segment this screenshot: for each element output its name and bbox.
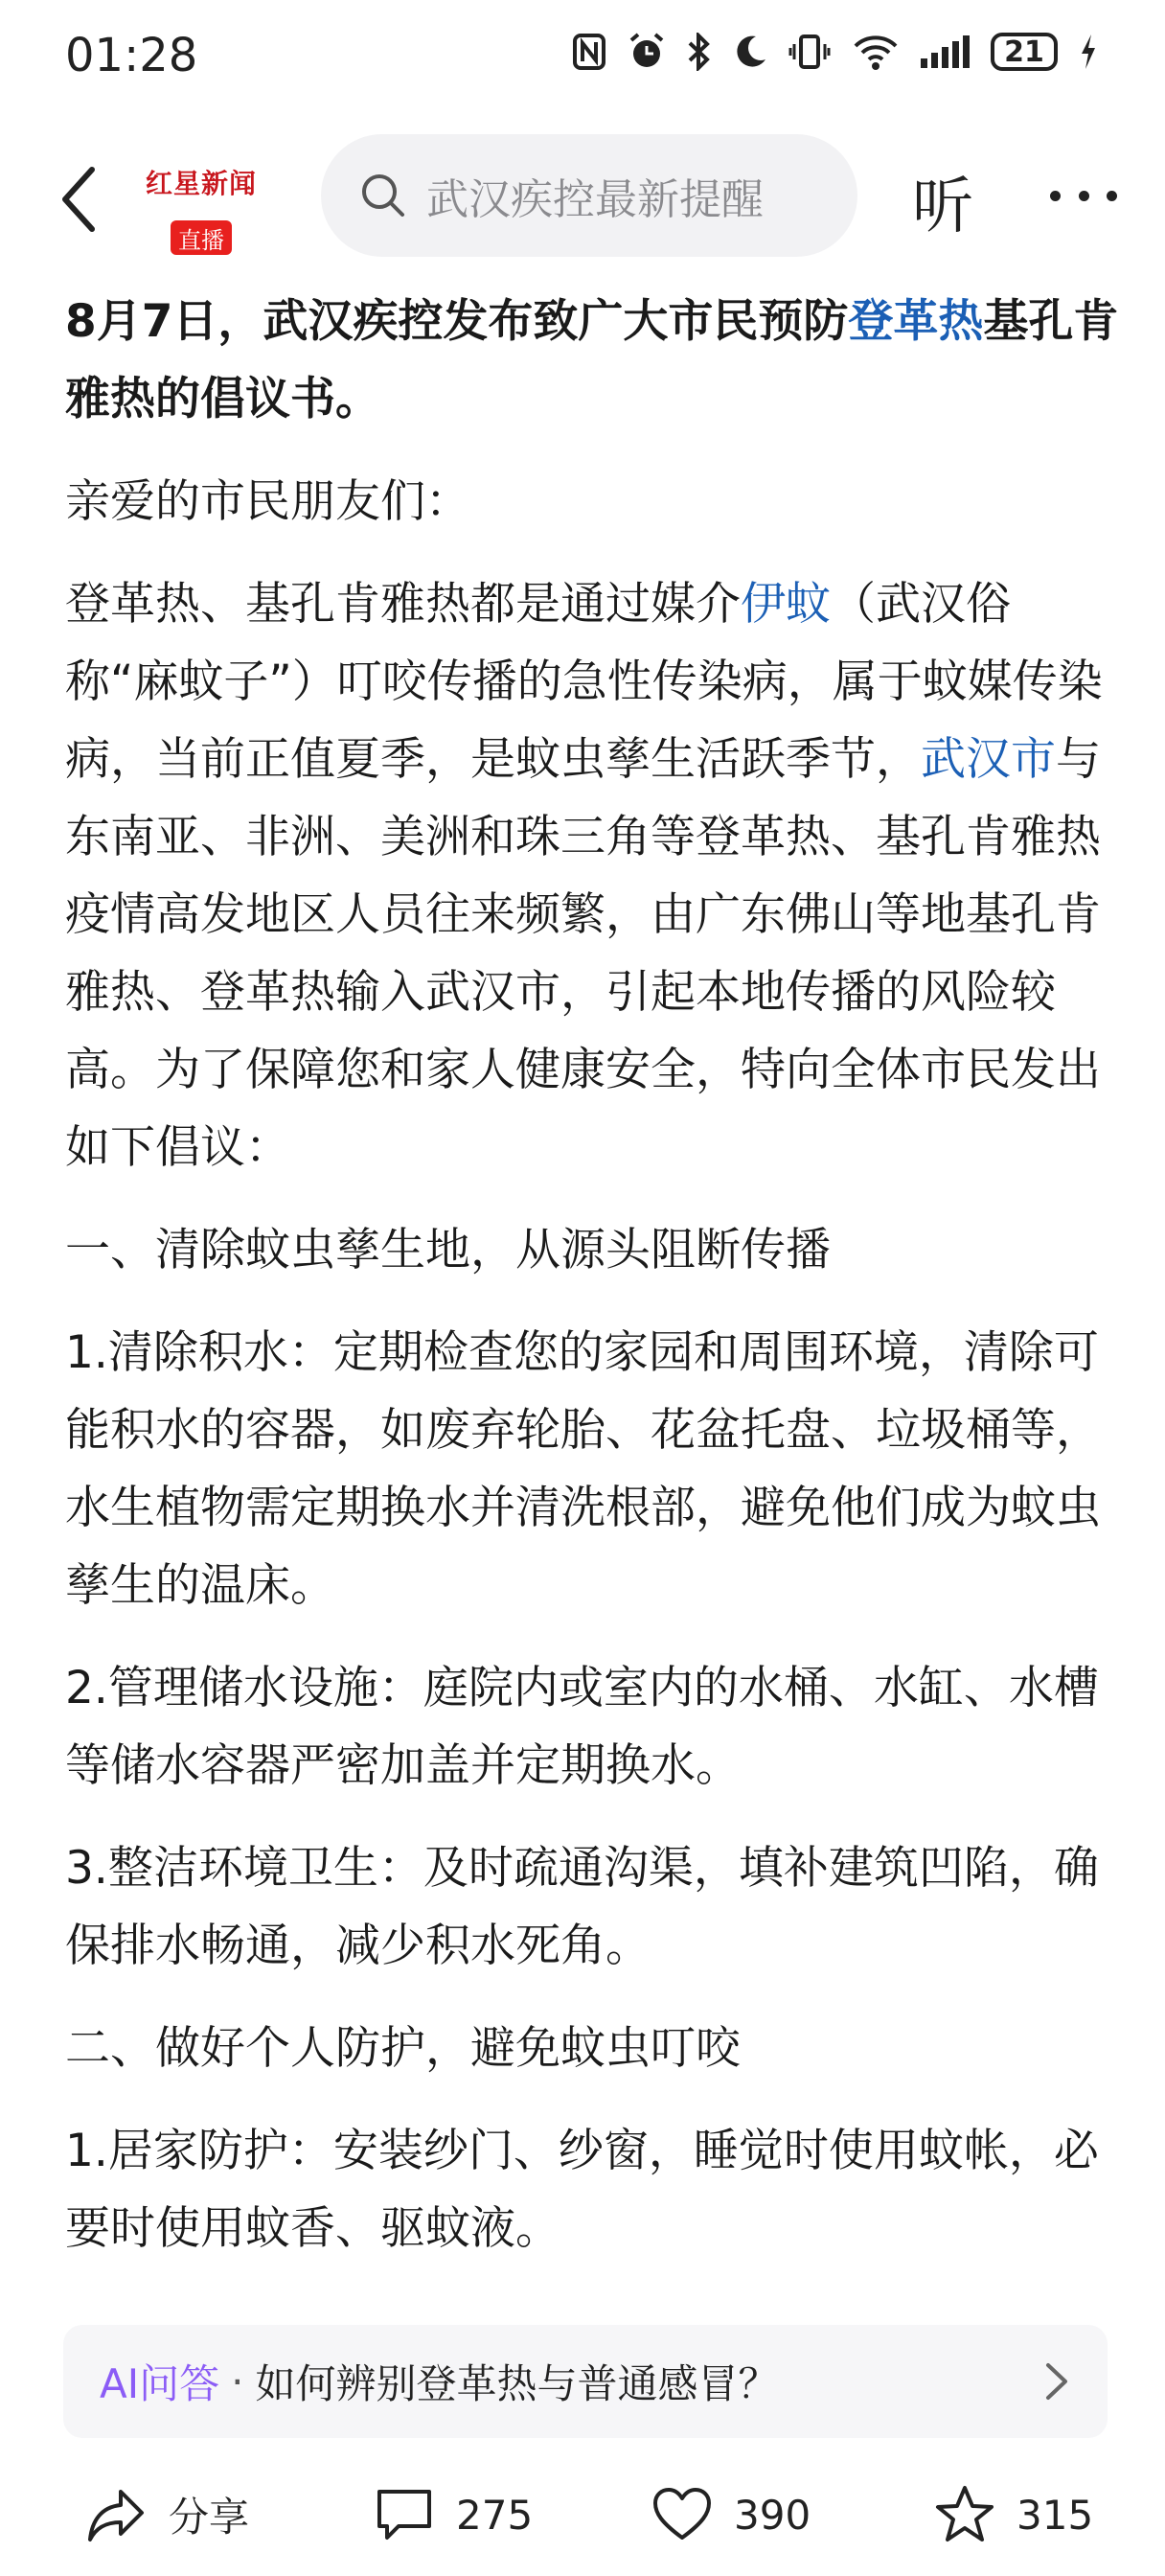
link-wuhan[interactable]: 武汉市 bbox=[921, 733, 1056, 786]
share-label: 分享 bbox=[169, 2494, 250, 2541]
paragraph-item-1-3: 3.整洁环境卫生：及时疏通沟渠，填补建筑凹陷，确保排水畅通，减少积水死角。 bbox=[65, 1842, 1099, 1972]
ai-question-bar[interactable] bbox=[63, 2325, 1108, 2438]
search-placeholder: 武汉疾控最新提醒 bbox=[426, 175, 764, 224]
title-text: 8月7日，武汉疾控发布致广大市民预防 bbox=[65, 295, 849, 348]
intro-text: 登革热、基孔肯雅热都是通过媒介 bbox=[65, 578, 741, 631]
battery-icon: 21 bbox=[991, 33, 1058, 71]
favorite-count: 315 bbox=[1017, 2491, 1094, 2539]
search-box[interactable] bbox=[321, 134, 857, 257]
bottom-action-bar bbox=[0, 2463, 1165, 2576]
status-time: 01:28 bbox=[65, 29, 198, 82]
paragraph-item-2-1: 1.居家防护：安装纱门、纱窗，睡觉时使用蚊帐，必要时使用蚊香、驱蚊液。 bbox=[65, 2125, 1099, 2255]
share-button[interactable] bbox=[86, 2484, 249, 2545]
signal-icon bbox=[921, 35, 970, 68]
title-text-end: 基孔肯雅热的倡议书。 bbox=[65, 295, 1119, 426]
search-icon bbox=[359, 172, 407, 219]
favorite-button[interactable] bbox=[934, 2484, 1093, 2545]
heart-icon bbox=[651, 2484, 713, 2545]
intro-text-mid: （武汉俗称“麻蚊子”）叮咬传播的急性传染病，属于蚊媒传染病，当前正值夏季，是蚊虫孳生活跃季节， bbox=[65, 578, 1103, 786]
article-title bbox=[65, 283, 1119, 438]
paragraph-item-1-1: 1.清除积水：定期检查您的家园和周围环境，清除可能积水的容器，如废弃轮胎、花盆托盘、垃圾桶等，水生植物需定期换水并清洗根部，避免他们成为蚊虫孳生的温床。 bbox=[65, 1326, 1101, 1612]
article-body bbox=[65, 283, 1119, 2290]
like-count: 390 bbox=[734, 2491, 811, 2539]
like-button[interactable] bbox=[651, 2484, 811, 2545]
more-dots-icon bbox=[1050, 191, 1117, 201]
status-bar bbox=[0, 0, 1165, 115]
section-heading-2: 二、做好个人防护，避免蚊虫叮咬 bbox=[65, 2022, 741, 2075]
chevron-right-icon bbox=[1037, 2359, 1075, 2404]
charging-icon bbox=[1079, 33, 1098, 71]
link-aedes[interactable]: 伊蚊 bbox=[741, 578, 831, 631]
vibrate-icon bbox=[788, 33, 831, 71]
top-nav bbox=[0, 125, 1165, 268]
back-button[interactable] bbox=[50, 161, 107, 238]
intro-paragraph bbox=[65, 565, 1119, 1186]
share-icon bbox=[86, 2484, 148, 2545]
nfc-icon bbox=[572, 33, 606, 71]
greeting: 亲爱的市民朋友们： bbox=[65, 475, 470, 528]
comment-count: 275 bbox=[456, 2491, 534, 2539]
logo-text: 红星新闻 bbox=[145, 168, 257, 199]
link-dengue[interactable]: 登革热 bbox=[848, 295, 984, 348]
star-icon bbox=[934, 2484, 995, 2545]
comment-icon bbox=[374, 2484, 435, 2545]
status-icons bbox=[572, 33, 1098, 71]
bluetooth-icon bbox=[687, 33, 712, 71]
intro-text-end: 与东南亚、非洲、美洲和珠三角等登革热、基孔肯雅热疫情高发地区人员往来频繁，由广东佛山等地基孔肯雅热、登革热输入武汉市，引起本地传播的风险较高。为了保障您和家人健康安全，特向全体市民发出如下倡议： bbox=[65, 733, 1101, 1174]
section-heading-1: 一、清除蚊虫孳生地，从源头阻断传播 bbox=[65, 1224, 831, 1276]
ai-label: AI问答 bbox=[100, 2360, 220, 2407]
comment-button[interactable] bbox=[374, 2484, 533, 2545]
wifi-icon bbox=[852, 33, 900, 71]
ai-separator: · bbox=[231, 2358, 244, 2405]
ai-question-text: 如何辨别登革热与普通感冒？ bbox=[255, 2360, 779, 2407]
moon-icon bbox=[733, 33, 767, 71]
paragraph-item-1-2: 2.管理储水设施：庭院内或室内的水桶、水缸、水槽等储水容器严密加盖并定期换水。 bbox=[65, 1662, 1099, 1792]
channel-logo[interactable] bbox=[144, 163, 259, 259]
live-badge: 直播 bbox=[171, 220, 232, 255]
back-arrow-icon bbox=[59, 166, 98, 233]
alarm-icon bbox=[628, 33, 666, 71]
listen-button[interactable]: 听 bbox=[912, 172, 973, 242]
more-button[interactable] bbox=[1050, 167, 1117, 224]
